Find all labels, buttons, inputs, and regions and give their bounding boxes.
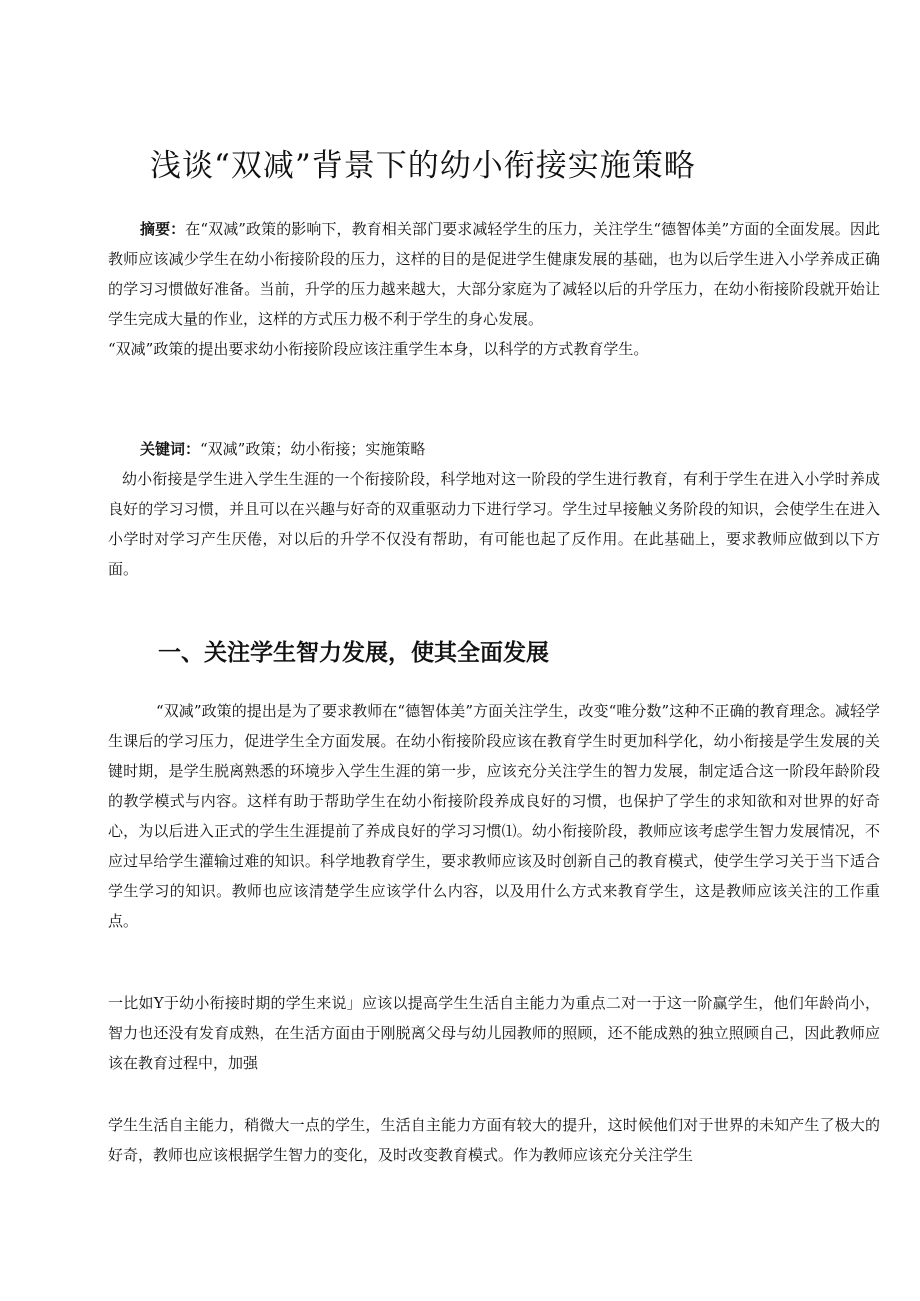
keywords-paragraph [108,434,880,464]
section-paragraph-3-text: 学生生活自主能力，稍微大一点的学生，生活自主能力方面有较大的提升，这时候他们对于世界的未知产生了极大的好奇，教师也应该根据学生智力的变化，及时改变教育模式。作为教师应该充分关注学生 [108,1116,880,1164]
abstract-text: 在“双减”政策的影响下，教育相关部门要求减轻学生的压力，关注学生“德智体美”方面的全面发展。因此教师应该减少学生在幼小衔接阶段的压力，这样的目的是促进学生健康发展的基础，也为以后学生进入小学养成正确的学习习惯做好准备。当前，升学的压力越来越大，大部分家庭为了减轻以后的升学压力，在幼小衔接阶段就开始让学生完成大量的作业，这样的方式压力极不利于学生的身心发展。 [108,220,880,328]
abstract-label: 摘要： [140,220,186,238]
section-paragraph-2 [108,988,880,1078]
section-paragraph-2-text: 一比如Y于幼小衔接时期的学生来说」应该以提高学生生活自主能力为重点二对一于这一阶赢学生，他们年龄尚小，智力也还没有发育成熟，在生活方面由于刚脱离父母与幼儿园教师的照顾，还不能成熟的独立照顾自己，因此教师应该在教育过程中，加强 [108,994,880,1072]
abstract-text-2: “双减”政策的提出要求幼小衔接阶段应该注重学生本身，以科学的方式教育学生。 [108,340,649,358]
section-heading: 一、关注学生智力发展，使其全面发展 [158,640,549,666]
intro-paragraph: 幼小衔接是学生进入学生生涯的一个衔接阶段，科学地对这一阶段的学生进行教育，有利于学生在进入小学时养成良好的学习习惯，并且可以在兴趣与好奇的双重驱动力下进行学习。学生过早接触义务阶段的知识，会使学生在进入小学时对学习产生厌倦，对以后的升学不仅没有帮助，有可能也起了反作用。在此基础上，要求教师应做到以下方面。 [108,470,880,578]
section-paragraph-1 [108,696,880,936]
keywords-block [108,434,880,584]
abstract-paragraph [108,214,880,334]
section-paragraph-3 [108,1110,880,1170]
abstract-block [108,214,880,364]
keywords-text: “双减”政策；幼小衔接；实施策略 [200,440,426,458]
keywords-label: 关键词： [140,440,201,458]
section-paragraph-1-text: “双减”政策的提出是为了要求教师在“德智体美”方面关注学生，改变“唯分数”这种不正确的教育理念。减轻学生课后的学习压力，促进学生全方面发展。在幼小衔接阶段应该在教育学生时更加科学化，幼小衔接是学生发展的关键时期，是学生脱离熟悉的环境步入学生生涯的第一步，应该充分关注学生的智力发展，制定适合这一阶段年龄阶段的教学模式与内容。这样有助于帮助学生在幼小衔接阶段养成良好的习惯，也保护了学生的求知欲和对世界的好奇心，为以后进入正式的学生生涯提前了养成良好的学习习惯⑴。幼小衔接阶段，教师应该考虑学生智力发展情况，不应过早给学生灌输过难的知识。科学地教育学生，要求教师应该及时创新自己的教育模式，使学生学习关于当下适合学生学习的知识。教师也应该清楚学生应该学什么内容，以及用什么方式来教育学生，这是教师应该关注的工作重点。 [108,702,880,930]
document-title: 浅谈“双减”背景下的幼小衔接实施策略 [150,148,696,184]
